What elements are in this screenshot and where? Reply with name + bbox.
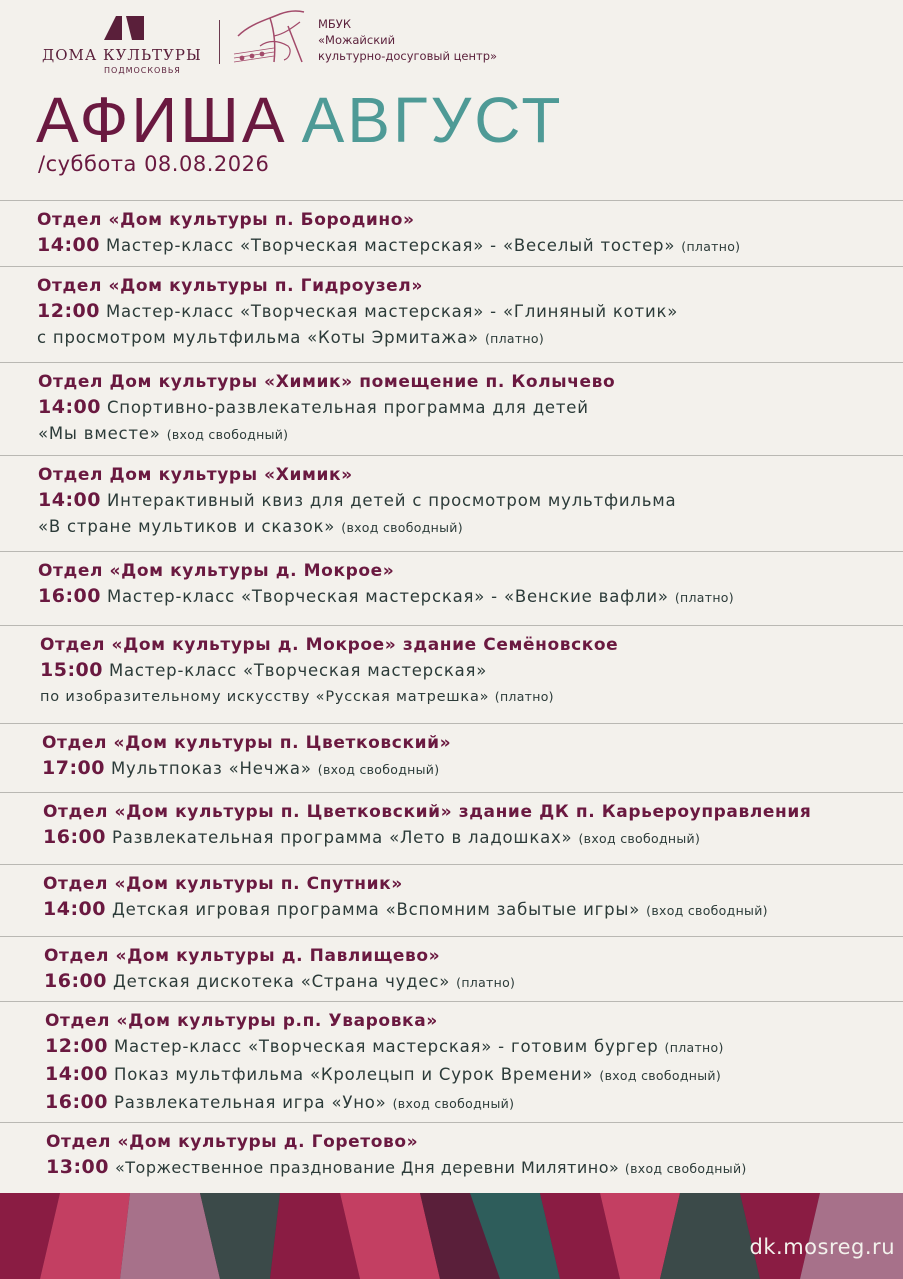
dk-podmoskovya-logo (40, 14, 210, 78)
event-title-cont: «Мы вместе» (38, 424, 161, 443)
event-line (40, 657, 903, 684)
dk-logo-line1: ДОМА КУЛЬТУРЫ (42, 46, 202, 64)
event-line (45, 1089, 903, 1117)
event-time: 14:00 (37, 234, 100, 256)
event-time: 12:00 (45, 1035, 108, 1057)
event-line (37, 298, 903, 325)
event-time: 14:00 (38, 489, 101, 511)
event-title: Детская дискотека «Страна чудес» (112, 972, 451, 991)
venue-block (0, 551, 903, 625)
venue-block (0, 792, 903, 864)
venue-name: Отдел «Дом культуры п. Спутник» (43, 874, 403, 894)
event-time: 14:00 (45, 1063, 108, 1085)
event-title: Мастер-класс «Творческая мастерская» - готовим бургер (113, 1037, 659, 1056)
organization-name (318, 16, 497, 64)
website-url: dk.mosreg.ru (749, 1235, 895, 1259)
admission-note: (вход свободный) (624, 1161, 747, 1176)
venue-block (0, 455, 903, 551)
event-line (38, 487, 903, 514)
venue-block (0, 266, 903, 362)
admission-note: (платно) (456, 975, 516, 990)
event-date: /суббота 08.08.2026 (38, 152, 270, 176)
venue-block (0, 362, 903, 455)
org-line3: культурно-досуговый центр» (318, 49, 498, 63)
venue-name: Отдел «Дом культуры п. Цветковский» здание ДК п. Карьероуправления (43, 802, 812, 822)
admission-note: (платно) (681, 239, 741, 254)
event-time: 13:00 (46, 1156, 109, 1178)
event-title: Показ мультфильма «Кролецып и Сурок Времени» (113, 1065, 594, 1084)
event-time: 14:00 (43, 898, 106, 920)
event-time: 17:00 (42, 757, 105, 779)
dk-logo-line2: ПОДМОСКОВЬЯ (104, 66, 181, 75)
venue-block (0, 723, 903, 792)
event-line (45, 1061, 903, 1089)
event-title: «Торжественное празднование Дня деревни Милятино» (114, 1158, 620, 1177)
event-time: 16:00 (44, 970, 107, 992)
logo-divider (219, 20, 220, 64)
decorative-footer (0, 1193, 903, 1279)
admission-note: (платно) (674, 590, 734, 605)
event-title: Интерактивный квиз для детей с просмотром мультфильма (106, 491, 677, 510)
title-month: АВГУСТ (301, 84, 564, 156)
event-line (38, 583, 903, 611)
venue-name: Отдел «Дом культуры д. Павлищево» (44, 946, 441, 966)
venue-name: Отдел «Дом культуры п. Гидроузел» (37, 276, 423, 296)
event-time: 12:00 (37, 300, 100, 322)
mbuk-emblem-icon (230, 6, 314, 74)
poster-title (36, 84, 563, 156)
venue-block (0, 200, 903, 266)
event-line (37, 232, 903, 260)
event-line-continued (38, 514, 903, 541)
event-line-continued (40, 684, 903, 710)
admission-note: (платно) (484, 331, 545, 346)
admission-note: (вход свободный) (392, 1096, 515, 1111)
venue-name: Отдел Дом культуры «Химик» (38, 465, 353, 485)
event-title: Мультпоказ «Нечжа» (110, 759, 312, 778)
venue-name: Отдел «Дом культуры п. Цветковский» (42, 733, 452, 753)
event-line (42, 755, 903, 783)
venue-name: Отдел «Дом культуры р.п. Уваровка» (45, 1011, 438, 1031)
event-title-cont: по изобразительному искусству «Русская матрешка» (40, 689, 490, 705)
event-line (43, 824, 903, 852)
venue-block (0, 864, 903, 936)
event-title: Развлекательная игра «Уно» (113, 1093, 387, 1112)
event-time: 16:00 (38, 585, 101, 607)
admission-note: (платно) (664, 1040, 724, 1055)
event-line-continued (38, 421, 903, 448)
dk-logo-mark-icon (102, 14, 146, 40)
venue-block (0, 625, 903, 723)
venue-name: Отдел «Дом культуры д. Горетово» (46, 1132, 419, 1152)
admission-note: (вход свободный) (341, 520, 463, 535)
event-title: Мастер-класс «Творческая мастерская» (108, 661, 488, 680)
poster-header (0, 0, 903, 200)
venue-name: Отдел Дом культуры «Химик» помещение п. Колычево (38, 372, 616, 392)
event-time: 16:00 (45, 1091, 108, 1113)
event-time: 16:00 (43, 826, 106, 848)
admission-note: (вход свободный) (317, 762, 440, 777)
event-title: Мастер-класс «Творческая мастерская» - «Глиняный котик» (105, 302, 679, 321)
event-line-continued (37, 325, 903, 352)
admission-note: (вход свободный) (599, 1068, 722, 1083)
admission-note: (вход свободный) (166, 427, 289, 442)
event-list (0, 200, 903, 1194)
admission-note: (вход свободный) (646, 903, 768, 918)
event-title-cont: с просмотром мультфильма «Коты Эрмитажа» (37, 328, 479, 347)
event-line (46, 1154, 903, 1182)
event-time: 15:00 (40, 659, 103, 681)
admission-note: (вход свободный) (578, 831, 701, 846)
venue-block (0, 1001, 903, 1122)
venue-block (0, 1122, 903, 1194)
event-line (38, 394, 903, 421)
event-line (44, 968, 903, 996)
event-line (45, 1033, 903, 1061)
venue-name: Отдел «Дом культуры п. Бородино» (37, 210, 415, 230)
venue-name: Отдел «Дом культуры д. Мокрое» (38, 561, 395, 581)
venue-name: Отдел «Дом культуры д. Мокрое» здание Семёновское (40, 635, 619, 655)
org-line2: «Можайский (318, 33, 396, 47)
venue-block (0, 936, 903, 1001)
event-title: Развлекательная программа «Лето в ладошках» (111, 828, 573, 847)
event-time: 14:00 (38, 396, 101, 418)
title-afisha: АФИША (36, 84, 288, 156)
admission-note: (платно) (494, 689, 554, 704)
event-title-cont: «В стране мультиков и сказок» (38, 517, 336, 536)
event-title: Мастер-класс «Творческая мастерская» - «Венские вафли» (106, 587, 669, 606)
event-line (43, 896, 903, 924)
event-title: Детская игровая программа «Вспомним забытые игры» (111, 900, 641, 919)
org-line1: МБУК (318, 17, 351, 31)
event-title: Спортивно-развлекательная программа для детей (106, 398, 589, 417)
event-title: Мастер-класс «Творческая мастерская» - «Веселый тостер» (105, 236, 676, 255)
